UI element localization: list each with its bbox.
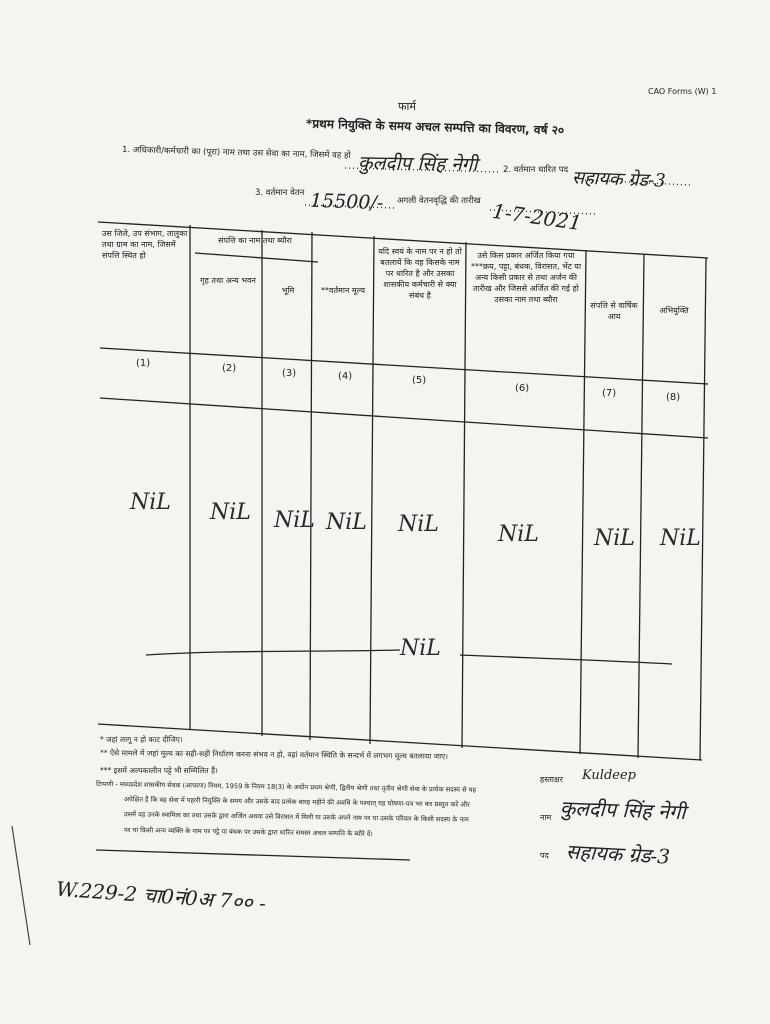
col-number: (6) [515,383,530,394]
cell-nil: NiL [210,500,251,525]
question-post-label: 2. वर्तमान धारित पद [503,165,569,175]
salary-handwritten: 15500/- [309,189,384,215]
name-label: नाम [540,813,552,822]
col-number: (4) [338,371,353,382]
question-name-label: 1. अधिकारी/कर्मचारी का (पूरा) नाम तथा उस सेवा का नाम, जिसमें वह हो [121,145,351,161]
post-handwritten: सहायक ग्रेड-3 [571,167,667,192]
signature: Kuldeep [582,768,636,783]
header-annual-income: संपत्ति से वार्षिक आय [590,301,638,321]
col-number: (3) [282,368,297,379]
header-location: उस जिले, उप संभाग, तालुका तथा ग्राम का नाम, जिसमें संपत्ति स्थित हो [102,229,188,260]
footnote: ** ऐसे मामले में जहां मूल्य का सही-सही निर्धारण करना संभव न हो, वहां वर्तमान स्थिति के सन्दर्भ में लगभग मूल्य बतलाया जाए। [99,748,449,761]
col-number: (5) [412,375,427,386]
form-label: फार्म [398,100,416,113]
header-current-value: **वर्तमान मूल्य [321,286,365,295]
cell-nil: NiL [326,510,367,535]
question-salary-label: 3. वर्तमान वेतन [255,188,305,198]
cell-nil: NiL [274,508,315,533]
header-land: भूमि [281,286,295,295]
cell-nil: NiL [660,526,701,551]
cell-nil: NiL [398,512,439,537]
note-line: अपेक्षित है कि वह सेवा में पहली नियुक्ति के समय और उसके बाद प्रत्येक बारह महीने की अवधि के पश्चात् यह घोषणा-पत्र भर कर प्रस्तुत करें और [123,795,470,809]
signer-name-handwritten: कुलदीप सिंह नेगी [559,795,687,825]
footnote: * जहां लागू न हो काट दीजिए। [100,735,183,744]
form-title: *प्रथम नियुक्ति के समय अचल सम्पत्ति का विवरण, वर्ष २० [305,116,565,138]
col-number: (8) [666,392,681,403]
cell-nil: NiL [130,490,171,515]
header-remarks: अभियुक्ति [659,306,689,315]
footnote: *** इसमें अल्पकालीन पट्टे भी सम्मिलित हैं। [100,766,218,775]
cell-nil: NiL [498,522,539,547]
header-acquisition: उसे किस प्रकार अर्जित किया गया ***क्रय, पट्टा, बंधक, विरासत, भेंट या अन्य किसी प्रकार से तथा अर्जन की तारीख और जिससे अर्जित की गई हो उसका नाम तथा ब्यौरा [470,251,582,304]
signer-post-handwritten: सहायक ग्रेड-3 [565,839,671,869]
note-line: पर या किसी अन्य व्यक्ति के नाम पर पट्टे या बंधक पर उसके द्वारा धारित समस्त अचल सम्पत्ति के ब्यौरे दें। [123,826,373,838]
employee-name-handwritten: कुलदीप सिंह नेगी [357,151,478,177]
post-label: पद [540,851,549,860]
col-number: (1) [136,358,151,369]
signature-label: हस्ताक्षर [540,775,563,784]
increment-date-handwritten: 1-7-2021 [490,198,584,236]
note-line: टिप्पणी - मध्यप्रदेश शासकीय सेवक (आचरण) नियम, 1959 के नियम 18(3) के अधीन प्रथम श्रेणी, द्वितीय श्रेणी तथा तृतीय श्रेणी सेवा के प्रत्येक सदस्य से यह [95,780,477,794]
col-number: (7) [602,388,617,399]
form-code: CAO Forms (W) 1 [648,87,717,96]
header-property-group: संपत्ति का नाम तथा ब्यौरा [218,236,292,245]
question-increment-label: अगली वेतनवृद्धि की तारीख [397,196,481,206]
note-line: उसमें वह उनके स्वामित्व का तथा उसके द्वारा अर्जित अथवा उसे विरासत में मिली या उसके अपने नाम पर या उसके परिवार के किसी सदस्य के नाम [123,810,469,824]
header-holder: यदि स्वयं के नाम पर न हो तो बतलायें कि वह किसके नाम पर धारित है और उसका शासकीय कर्मचारी से क्या संबंध है [378,247,462,300]
cell-nil: NiL [594,526,635,551]
header-buildings: गृह तथा अन्य भवन [200,276,256,285]
strike-nil: NiL [400,636,441,661]
bottom-reference-handwritten: W.229-2 चा0नं0अ 7०० - [55,876,267,916]
col-number: (2) [222,363,237,374]
